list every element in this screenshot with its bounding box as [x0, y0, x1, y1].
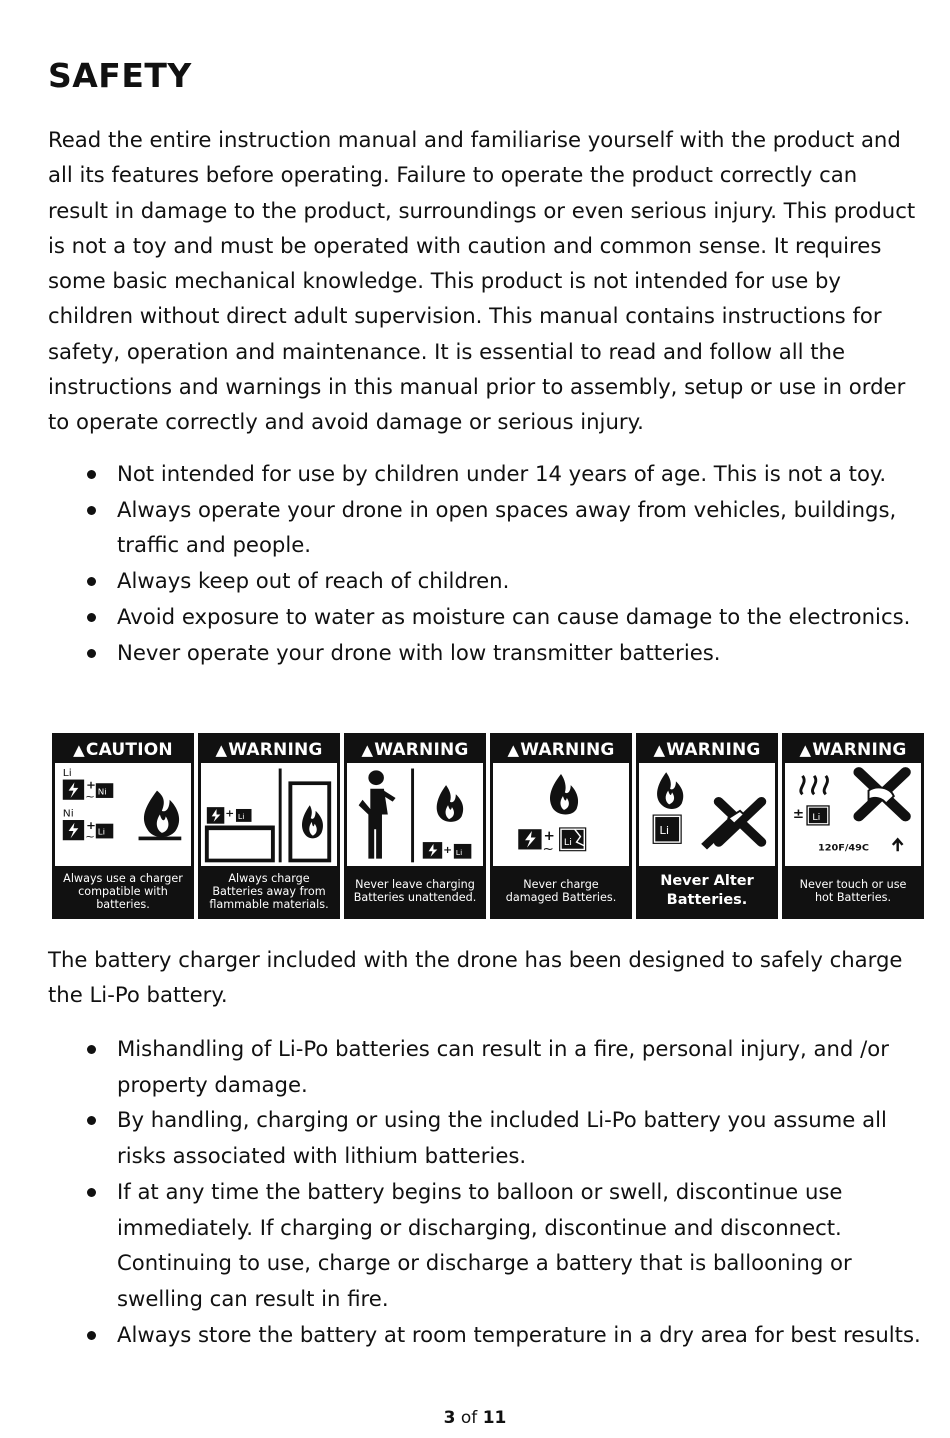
list-item: Always keep out of reach of children.	[48, 563, 928, 599]
svg-text:~: ~	[85, 829, 95, 844]
bullet-icon	[87, 1045, 96, 1054]
bullet-icon	[87, 1331, 96, 1340]
warning-signs-strip	[52, 733, 924, 919]
warning-triangle-icon: ▲	[215, 740, 228, 759]
damaged-battery-icon	[493, 763, 629, 866]
charge-away-flammable-icon	[201, 763, 337, 866]
bullet-icon	[87, 1116, 96, 1125]
list-item: Always operate your drone in open spaces away from vehicles, buildings, traffic and people.	[48, 492, 928, 563]
warning-sign: ▲ WARNING + ~ Li Never charge damaged Batteries.	[490, 733, 632, 919]
svg-text:Ni: Ni	[97, 787, 107, 798]
svg-text:Li: Li	[237, 812, 245, 822]
warning-sign: ▲ WARNING + Li Never leave charging Batteries unattended.	[344, 733, 486, 919]
warning-triangle-icon: ▲	[507, 740, 520, 759]
svg-text:~: ~	[85, 789, 95, 803]
svg-text:+: +	[86, 818, 96, 833]
svg-text:+: +	[543, 829, 555, 845]
hot-battery-icon	[785, 763, 921, 866]
intro-paragraph: Read the entire instruction manual and familiarise yourself with the product and all its features before operating. Failure to operate the product correctly can result in damage to the product, surroundings or even serious injury. This product is not a toy and must be operated with caution and common sense. It requires some basic mechanical knowledge. This product is not intended for use by children without direct adult supervision. This manual contains instructions for safety, operation and maintenance. It is essential to read and follow all the instructions and warnings in this manual prior to assembly, setup or use in order to operate correctly and avoid damage or serious injury.	[48, 127, 916, 435]
sign-caption: Always charge Batteries away from flammable materials.	[209, 871, 329, 911]
sign-caption: Always use a charger compatible with batteries.	[63, 871, 183, 911]
bullet-icon	[87, 577, 96, 586]
svg-text:Li: Li	[97, 827, 106, 838]
bullet-icon	[87, 1188, 96, 1197]
bullet-icon	[87, 470, 96, 479]
list-item: Mishandling of Li-Po batteries can result in a fire, personal injury, and /or property damage.	[48, 1031, 928, 1102]
warning-triangle-icon: ▲	[361, 740, 374, 759]
page-title: SAFETY	[48, 56, 192, 95]
svg-text:~: ~	[542, 842, 554, 858]
sign-caption: Never touch or use hot Batteries.	[799, 878, 907, 904]
warning-triangle-icon: ▲	[73, 740, 85, 759]
temperature-label: 120F/49C	[818, 842, 870, 854]
sign-caption: Never charge damaged Batteries.	[505, 878, 617, 904]
warning-triangle-icon: ▲	[653, 740, 666, 759]
warning-sign: ▲ WARNING Li Never Alter Batteries.	[636, 733, 778, 919]
bullet-icon	[87, 506, 96, 515]
sign-caption: Never leave charging Batteries unattended.	[353, 878, 477, 904]
li-label: Li	[62, 767, 72, 779]
list-item: Never operate your drone with low transmitter batteries.	[48, 635, 928, 671]
svg-text:Li: Li	[659, 823, 670, 837]
list-item: Avoid exposure to water as moisture can cause damage to the electronics.	[48, 599, 928, 635]
list-item: By handling, charging or using the included Li-Po battery you assume all risks associated with lithium batteries.	[48, 1102, 928, 1173]
caution-sign: ▲ CAUTION Li + ~ Ni Ni + ~ Li Always use a charger compatible with batteries.	[52, 733, 194, 919]
charger-compatible-icon	[55, 763, 191, 866]
bullet-icon	[87, 613, 96, 622]
svg-text:Li: Li	[812, 812, 821, 823]
warning-triangle-icon: ▲	[799, 740, 812, 759]
warning-sign: ▲ WARNING + Li Always charge Batteries away from flammable materials.	[198, 733, 340, 919]
list-item: Not intended for use by children under 14 years of age. This is not a toy.	[48, 456, 928, 492]
svg-text:±: ±	[792, 807, 805, 823]
bullet-icon	[87, 649, 96, 658]
svg-text:Ni: Ni	[62, 807, 74, 820]
svg-text:Li: Li	[455, 848, 463, 857]
unattended-charging-icon	[347, 763, 483, 866]
lipo-bullet-list	[48, 1031, 928, 1352]
charger-paragraph: The battery charger included with the drone has been designed to safely charge the Li-Po battery.	[48, 947, 903, 1008]
safety-bullet-list	[48, 456, 928, 670]
never-alter-icon	[639, 763, 775, 866]
svg-text:+: +	[225, 807, 235, 820]
sign-caption: Never Alter Batteries.	[660, 873, 754, 908]
warning-sign: ▲ WARNING ± Li 120F/49C Never touch or use hot Batteries.	[782, 733, 924, 919]
svg-text:Li: Li	[563, 837, 573, 848]
page-number: 3 of 11	[443, 1408, 507, 1428]
list-item: If at any time the battery begins to balloon or swell, discontinue use immediately. If charging or discharging, discontinue and disconnect. Continuing to use, charge or discharge a battery that is ballooning or swelling can result in fire.	[48, 1174, 928, 1317]
svg-text:+: +	[86, 778, 96, 792]
list-item: Always store the battery at room temperature in a dry area for best results.	[48, 1317, 928, 1353]
svg-text:+: +	[443, 844, 453, 857]
